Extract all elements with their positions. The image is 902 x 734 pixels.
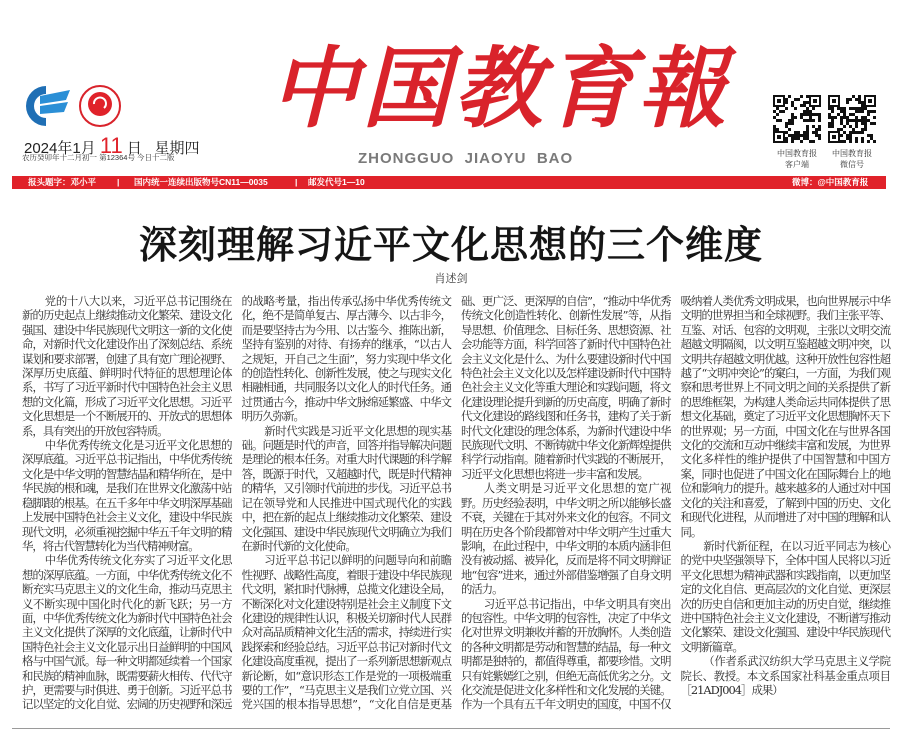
newspaper-seal-logo-icon [80, 86, 120, 126]
newspaper-masthead-logo: 中国教育報 [270, 36, 731, 140]
masthead-logos [22, 82, 122, 130]
paragraph: 新时代新征程，在以习近平同志为核心的党中央坚强领导下，全体中国人民将以习近平文化思想为精神武器和实践指南，以更加坚定的文化自信、更高层次的文化自觉、更深层次的历史自信和更加主动的历史自觉，继续推进中国特色社会主义文化建设，不断谱写推动文化繁荣、建设文化强国、建设中华民族现代文明新篇章。 [680, 538, 890, 654]
qr-label-wechat [822, 148, 882, 170]
qr-code-client-icon[interactable] [773, 95, 821, 143]
lunar-date-issue-number: 农历癸卯年十二月初一 第12364号 今日十二版 [22, 153, 175, 162]
qr-label-client [767, 148, 827, 170]
date-year-month: 2024年1月 [24, 140, 96, 157]
serial-number: 国内统一连续出版物号CN11—0035 [134, 177, 268, 187]
qr-code-wechat-icon[interactable] [828, 95, 876, 143]
paragraph: 人类文明是习近平文化思想的宽广视野。历史经验表明，中华文明之所以能够长盛不衰，关键在于其对外来文化的包容。不同文明在历史各个阶段都曾对中华文明产生过重大影响，在此过程中，中华文明的本质内涵非但没有被动摇、被异化，反而是将不同文明辩证地“包容”进来，通过外部借鉴增强了自身文明的活力。 [461, 481, 671, 597]
author-note: （作者系武汉纺织大学马克思主义学院院长、教授。本文系国家社科基金重点项目［21ADJ004］成果） [680, 654, 890, 697]
weibo-handle: 微博：@中国教育报 [792, 177, 869, 187]
paragraph: 习近平总书记指出，中华文明具有突出的包容性。中华文明的包容性，决定了中华文化对世界文明兼收并蓄的开放胸怀。人类创造的各种文明都是劳动和智慧的结晶，每一种文明都是独特的，都值得尊重，都要珍惜。文明只有姹紫嫣红之别，但绝无高低优劣之分。文化交流是促进文化多样性和文化发展的关键。作为一个具有五千年文明史的国度，中国不仅吸纳着人类优秀文明成果，也向世界展示中华文明的世界担当和全球视野。我们主张平等、互鉴、对话、包容的文明观，主张以文明交流超越文明隔阂，以文明互鉴超越文明冲突，以文明共存超越文明优越。这种开放性包容性超越了“文明冲突论”的窠臼，一方面，为我们观察和思考世界上不同文明之间的关系提供了新的思维框架，为构建人类命运共同体提供了思想文化基础，奠定了习近平文化思想胸怀天下的世界观；另一方面，中国文化在与世界各国文化的交流和互动中继续丰富和发展，为世界文化多样性的维护提供了中国智慧和中国方案，同时也促进了中国文化在国际舞台上的地位和影响力的提升。越来越多的人通过对中国文化的关注和喜爱，了解到中国的历史、文化和现代化进程，从而增进了对中国的理解和认同。 [461, 294, 890, 712]
article-body [22, 294, 890, 726]
date-day: 11 [99, 133, 123, 158]
education-ministry-logo-icon [26, 86, 70, 126]
date-day-suffix: 日 [126, 140, 142, 157]
postal-code: 邮发代号1—10 [308, 177, 365, 187]
qr-label-line: 微信号 [840, 160, 864, 169]
paragraph: 习近平总书记以鲜明的问题导向和前瞻性视野、战略性高度，着眼于建设中华民族现代文明，紧扣时代脉搏，总揽文化建设全局，不断深化对文化建设特别是社会主义制度下文化建设的规律性认识，积极关切新时代人民群众对高品质精神文化生活的需求，持续进行实践探索和经验总结。习近平总书记对新时代文化建设高度重视，提出了一系列新思想新观点新论断，如“意识形态工作是党的一项极端重要的工作”，“马克思主义是我们立党立国、兴党兴国的根本指导思想”，“文化自信是更基础、更广泛、更深厚的自信”，“推动中华优秀传统文化创造性转化、创新性发展”等，从指导思想、价值理念、目标任务、思想资源、社会功能等方面，科学回答了新时代中国特色社会主义文化是什么、为什么要建设新时代中国特色社会主义文化以及怎样建设新时代中国特色社会主义文化等重大理论和实践问题，将文化建设理论提升到新的历史高度，明确了新时代文化建设的路线图和任务书，建构了关于新时代文化建设的理念体系，为新时代建设中华民族现代文明、不断铸就中华文化新辉煌提供科学行动指南。随着新时代实践的不断展开，习近平文化思想也将进一步丰富和发展。 [241, 294, 671, 712]
qr-label-line: 客户端 [785, 160, 809, 169]
separator: | [117, 177, 120, 187]
bottom-divider [12, 728, 890, 729]
qr-label-line: 中国教育报 [832, 149, 872, 158]
masthead-pinyin: ZHONGGUO JIAOYU BAO [358, 150, 574, 167]
calligraphy-credit: 报头题字：邓小平 [28, 177, 97, 187]
masthead-info-bar [12, 176, 886, 189]
article-headline: 深刻理解习近平文化思想的三个维度 [138, 223, 763, 267]
article-author: 肖述剑 [434, 272, 468, 285]
separator: | [295, 177, 298, 187]
paragraph: 党的十八大以来，习近平总书记围绕在新的历史起点上继续推动文化繁荣、建设文化强国、建设中华民族现代文明这一新的文化使命，对新时代文化建设作出了深刻总结、系统谋划和要求部署，创建了具有宽广理论视野、深厚历史底蕴、鲜明时代特征的思想理论体系，书写了习近平新时代中国特色社会主义思想的文化篇，形成了习近平文化思想。习近平文化思想是一个不断展开的、开放式的思想体系，具有突出的开放包容特质。 [22, 294, 232, 438]
paragraph: 新时代实践是习近平文化思想的现实基础。问题是时代的声音，回答并指导解决问题是理论的根本任务。对重大时代课题的科学解答，既源于时代，又超越时代，既是时代精神的精华，又引领时代前进的步伐。习近平总书记在领导党和人民推进中国式现代化的实践中，把在新的起点上继续推动文化繁荣、建设文化强国、建设中华民族现代文明确立为我们在新时代新的文化使命。 [241, 423, 451, 553]
date-weekday: 星期四 [154, 140, 200, 157]
paragraph: 中华优秀传统文化是习近平文化思想的深厚底蕴。习近平总书记指出，中华优秀传统文化是中华文明的智慧结晶和精华所在，是中华民族的根和魂，是我们在世界文化激荡中站稳脚跟的根基。在五千多年中华文明深厚基础上发展中国特色社会主义文化，建设中华民族现代文明，必须重视挖掘中华五千年文明的精华，将古代智慧转化为当代精神财富。 [22, 438, 232, 553]
qr-label-line: 中国教育报 [777, 149, 817, 158]
paragraph: 中华优秀传统文化夯实了习近平文化思想的深厚底蕴。一方面，中华优秀传统文化不断充实马克思主义的文化生命，推动马克思主义不断实现中国化时代化的新飞跃；另一方面，中华优秀传统文化为新时代中国特色社会主义文化提供了深厚的文化底蕴，让新时代中国特色社会主义文化显示出日益鲜明的中国风格与中国气派。每一种文明都延续着一个国家和民族的精神血脉，既需要薪火相传、代代守护，更需要与时俱进、勇于创新。习近平总书记以坚定的文化自觉、宏阔的历史视野和深远的战略考量，指出传承弘扬中华优秀传统文化，绝不是简单复古、厚古薄今、以古非今，而是要坚持古为今用、以古鉴今、推陈出新，坚持有鉴别的对待、有扬弃的继承，“以古人之规矩，开自己之生面”，努力实现中华文化的创造性转化、创新性发展，使之与现实文化相融相通，共同服务以文化人的时代任务。通过贯通古今，推动中华文脉绵延繁盛、中华文明历久弥新。 [22, 294, 451, 712]
